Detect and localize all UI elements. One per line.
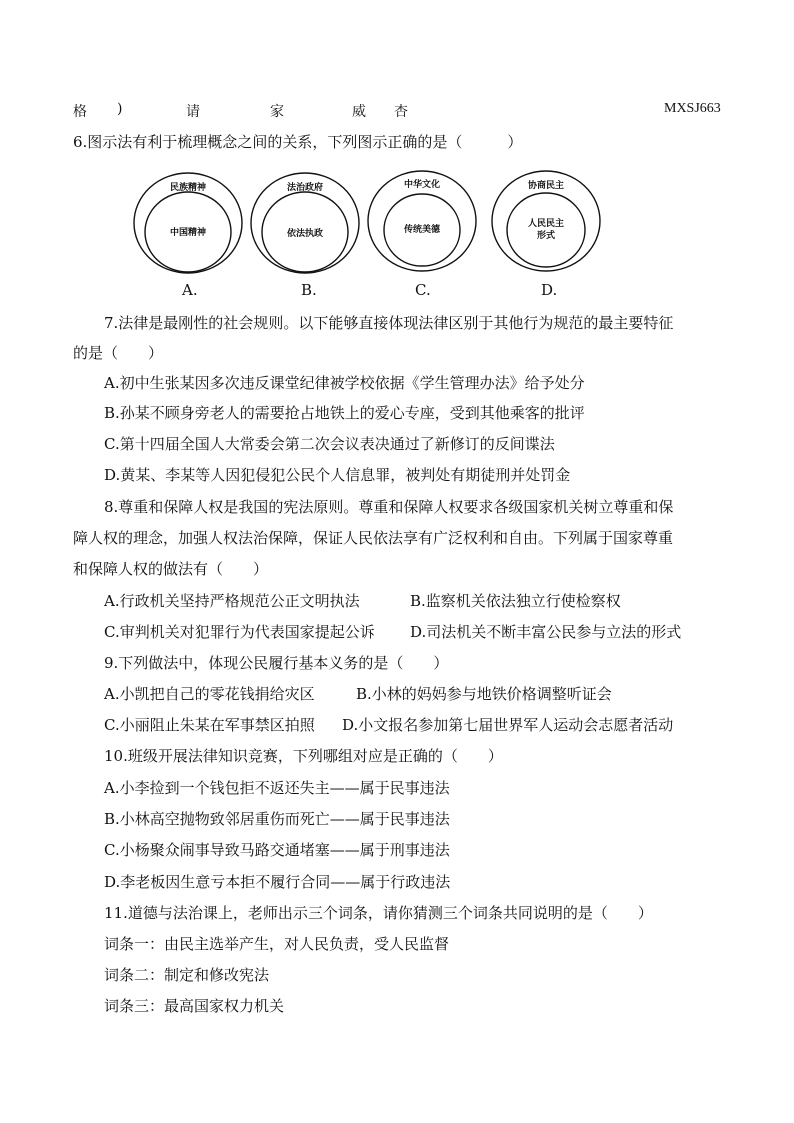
venn-diagram-d bbox=[488, 168, 604, 274]
q8-stem-line2: 障人权的理念，加强人权法治保障，保证人民依法享有广泛权利和自由。下列属于国家尊重 bbox=[73, 529, 674, 547]
diagram-label-d: D. bbox=[541, 281, 558, 299]
q9-stem: 9.下列做法中，体现公民履行基本义务的是（ ） bbox=[104, 654, 449, 672]
q9-option-d: D.小文报名参加第七届世界军人运动会志愿者活动 bbox=[342, 716, 674, 734]
header-code: MXSJ663 bbox=[664, 101, 721, 116]
outer-circle-label: 法治政府 bbox=[286, 183, 324, 193]
q8-option-b: B.监察机关依法独立行使检察权 bbox=[410, 592, 621, 610]
q10-option-b: B.小林高空抛物致邻居重伤而死亡——属于民事违法 bbox=[104, 810, 450, 828]
q6-stem: 6.图示法有利于梳理概念之间的关系，下列图示正确的是（ ） bbox=[73, 133, 523, 151]
q11-entry-3: 词条三：最高国家权力机关 bbox=[104, 997, 285, 1015]
header-fragment: 请 bbox=[186, 104, 200, 120]
header-fragment: 格 bbox=[73, 104, 87, 120]
header-fragment: 威 bbox=[352, 104, 366, 120]
q9-option-b: B.小林的妈妈参与地铁价格调整听证会 bbox=[356, 685, 612, 703]
q11-entry-1: 词条一：由民主选举产生，对人民负责，受人民监督 bbox=[104, 935, 450, 953]
q9-option-a: A.小凯把自己的零花钱捐给灾区 bbox=[104, 685, 315, 703]
inner-circle-label: 中国精神 bbox=[169, 228, 207, 238]
q11-entry-2: 词条二：制定和修改宪法 bbox=[104, 966, 270, 984]
venn-diagram-b bbox=[247, 170, 363, 276]
inner-circle-label: 传统美德 bbox=[403, 225, 441, 235]
diagram-label-c: C. bbox=[415, 281, 431, 299]
inner-circle-label: 形式 bbox=[536, 231, 556, 241]
q10-option-a: A.小李捡到一个钱包拒不返还失主——属于民事违法 bbox=[104, 779, 450, 797]
inner-circle-label: 依法执政 bbox=[286, 229, 324, 239]
q7-stem-line2: 的是（ ） bbox=[73, 344, 164, 362]
q8-option-d: D.司法机关不断丰富公民参与立法的形式 bbox=[410, 623, 682, 641]
outer-circle-label: 中华文化 bbox=[403, 180, 441, 190]
diagram-label-b: B. bbox=[301, 281, 317, 299]
q7-option-c: C.第十四届全国人大常委会第二次会议表决通过了新修订的反间谍法 bbox=[104, 435, 555, 453]
inner-circle-label: 人民民主 bbox=[527, 219, 565, 229]
outer-circle-label: 民族精神 bbox=[169, 183, 207, 193]
q10-option-c: C.小杨聚众闹事导致马路交通堵塞——属于刑事违法 bbox=[104, 841, 450, 859]
q8-option-c: C.审判机关对犯罪行为代表国家提起公诉 bbox=[104, 623, 375, 641]
header-fragment: ) bbox=[117, 101, 123, 117]
outer-circle-label: 协商民主 bbox=[527, 181, 565, 191]
venn-diagram-a bbox=[130, 170, 246, 276]
q10-option-d: D.李老板因生意亏本拒不履行合同——属于行政违法 bbox=[104, 873, 451, 891]
diagram-label-a: A. bbox=[182, 281, 198, 299]
q7-option-d: D.黄某、李某等人因犯侵犯公民个人信息罪，被判处有期徒刑并处罚金 bbox=[104, 466, 571, 484]
header-fragment: 杏 bbox=[394, 104, 408, 120]
q10-stem: 10.班级开展法律知识竞赛，下列哪组对应是正确的（ ） bbox=[104, 747, 503, 765]
q8-option-a: A.行政机关坚持严格规范公正文明执法 bbox=[104, 592, 360, 610]
q7-stem-line1: 7.法律是最刚性的社会规则。以下能够直接体现法律区别于其他行为规范的最主要特征 bbox=[104, 314, 674, 332]
q11-stem: 11.道德与法治课上，老师出示三个词条，请你猜测三个词条共同说明的是（ ） bbox=[104, 904, 653, 922]
q7-option-a: A.初中生张某因多次违反课堂纪律被学校依据《学生管理办法》给予处分 bbox=[104, 374, 585, 392]
q9-option-c: C.小丽阻止朱某在军事禁区拍照 bbox=[104, 716, 315, 734]
q8-stem-line3: 和保障人权的做法有（ ） bbox=[73, 560, 269, 578]
header-fragment: 家 bbox=[270, 104, 284, 120]
q8-stem-line1: 8.尊重和保障人权是我国的宪法原则。尊重和保障人权要求各级国家机关树立尊重和保 bbox=[104, 498, 674, 516]
q7-option-b: B.孙某不顾身旁老人的需要抢占地铁上的爱心专座，受到其他乘客的批评 bbox=[104, 404, 585, 422]
venn-diagram-c bbox=[364, 168, 480, 274]
